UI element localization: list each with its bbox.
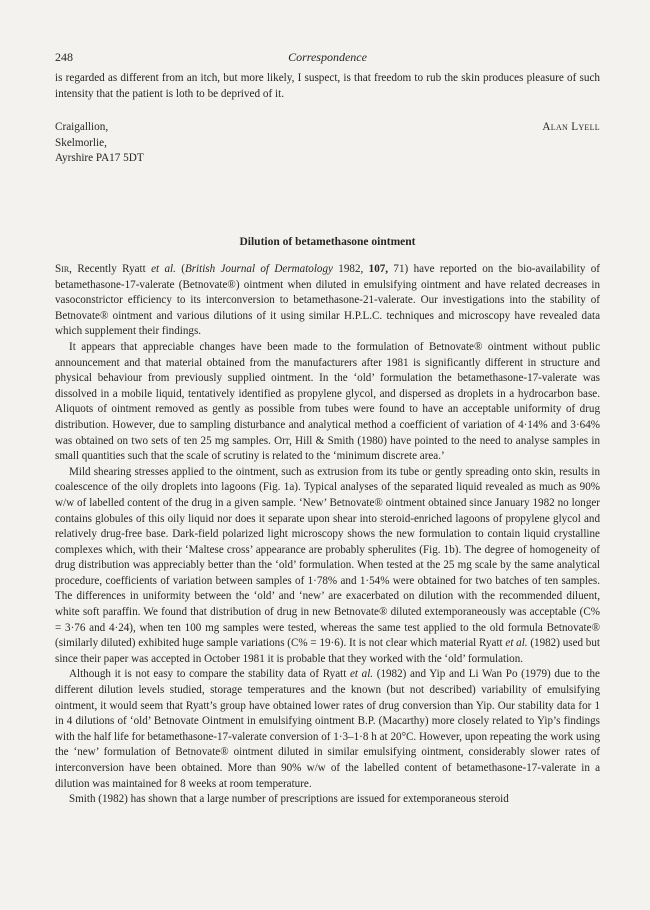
address-line: Ayrshire PA17 5DT [55,152,144,164]
author-address [55,120,600,167]
signature-block [55,120,600,167]
paragraph-2: It appears that appreciable changes have been made to the formulation of Betnovate® ointment without public announcement and that material obtained from the manufacturers after 1981 is significantly different in structure and physical behaviour from previously supplied ointment. In the ‘old’ formulation the betamethasone-17-valerate was dissolved in a mobile liquid, tentatively identified as propylene glycol, and dispersed as droplets in a hydrocarbon base. Aliquots of ointment removed as gently as possible from tubes were found to have an acceptable uniformity of drug distribution. However, due to sampling disturbance and analytical method a coefficient of variation of 4·14% and 3·64% was obtained on two sets of ten 25 mg samples. Orr, Hill & Smith (1980) have pointed to the need to analyse samples in small quantities such that the scale of scrutiny is related to the ‘minimum discrete area.’ [55,340,600,463]
paragraph-4: Although it is not easy to compare the stability data of Ryatt et al. (1982) and Yip and Li Wan Po (1979) due to the different dilution levels studied, storage temperatures and the known (but not described) variability of emulsifying ointment, it would seem that Ryatt’s group have obtained lower rates of drug conversion than Yip. Our stability data for 1 in 4 dilutions of ‘old’ Betnovate Ointment in emulsifying ointment B.P. (Macarthy) more closely related to Yip’s findings with the half life for betamethasone-17-valerate conversion of 1·3–1·8 h at 20°C. However, upon repeating the work using the ‘new’ formulation of Betnovate® ointment diluted in similar emulsifying ointment, considerably slower rates of interconversion have been obtained. More than 90% w/w of the labelled content of betamethasone-17-valerate in a dilution was maintained for 8 weeks at room temperature. [55,668,600,790]
paragraph-1: Sir, Recently Ryatt et al. (British Journal of Dermatology 1982, 107, 71) have reported on the bio-availability of betamethasone-17-valerate (Betnovate®) ointment when diluted in emulsifying ointment and have related decreases in vasoconstrictor efficiency to its interconversion to betamethasone-21-valerate. Our investigations into the stability of Betnovate® ointment and various dilutions of it using similar H.P.L.C. techniques and microscopy have revealed data which supplement their findings. [55,263,600,338]
et-al: et al. [151,263,176,275]
paragraph-3: Mild shearing stresses applied to the ointment, such as extrusion from its tube or gently spreading onto skin, results in coalescence of the oily droplets into lagoons (Fig. 1a). Typical analyses of the separated liquid revealed as much as 90% w/w of labelled content of the drug in a given sample. ‘New’ Betnovate® ointment obtained since January 1982 no longer contains globules of this oily liquid nor does it separate upon shear into steroid-enriched lagoons of propylene glycol and relatively drug-free base. Dark-field polarized light microscopy shows the new formulation to contain liquid crystalline complexes which, with their ‘Maltese cross’ appearance are probably spherulites (Fig. 1b). The degree of homogeneity of drug distribution was appreciably better than the ‘old’ formulation. When tested at the 25 mg scale by the same analytical procedure, coefficients of variation between samples of 1·78% and 1·54% were obtained for two batches of ten samples. The differences in uniformity between the ‘old’ and ‘new’ are exacerbated on dilution with the recommended diluent, white soft paraffin. We found that distribution of drug in new Betnovate® diluted extemporaneously was acceptable (C% = 3·76 and 4·24), when ten 100 mg samples were tested, whereas the same test applied to the old formula Betnovate® (similarly diluted) exhibited huge sample variations (C% = 19·6). It is not clear which material Ryatt et al. (1982) used but since their paper was accepted in October 1981 it is probable that they worked with the ‘old’ formulation. [55,465,600,665]
et-al: et al. [349,668,374,681]
letter-body [55,262,600,808]
address-line: Craigallion, [55,121,109,133]
page-header [55,50,600,66]
journal-name: British Journal of Dermatology [184,263,333,275]
paragraph-5: Smith (1982) has shown that a large number of prescriptions are issued for extemporaneous steroid [69,793,509,806]
running-head: Correspondence [288,50,367,64]
continuation-paragraph: is regarded as different from an itch, but more likely, I suspect, is that freedom to rub the skin produces pleasure of such intensity that the patient is loth to be deprived of it. [55,72,600,101]
author-name: Alan Lyell [542,121,600,133]
letter-title: Dilution of betamethasone ointment [239,236,416,248]
page-number: 248 [55,50,73,64]
et-al: et al. [505,637,528,650]
volume-number: 107, [368,263,389,275]
salutation: Sir, [55,263,72,275]
address-line: Skelmorlie, [55,136,107,149]
